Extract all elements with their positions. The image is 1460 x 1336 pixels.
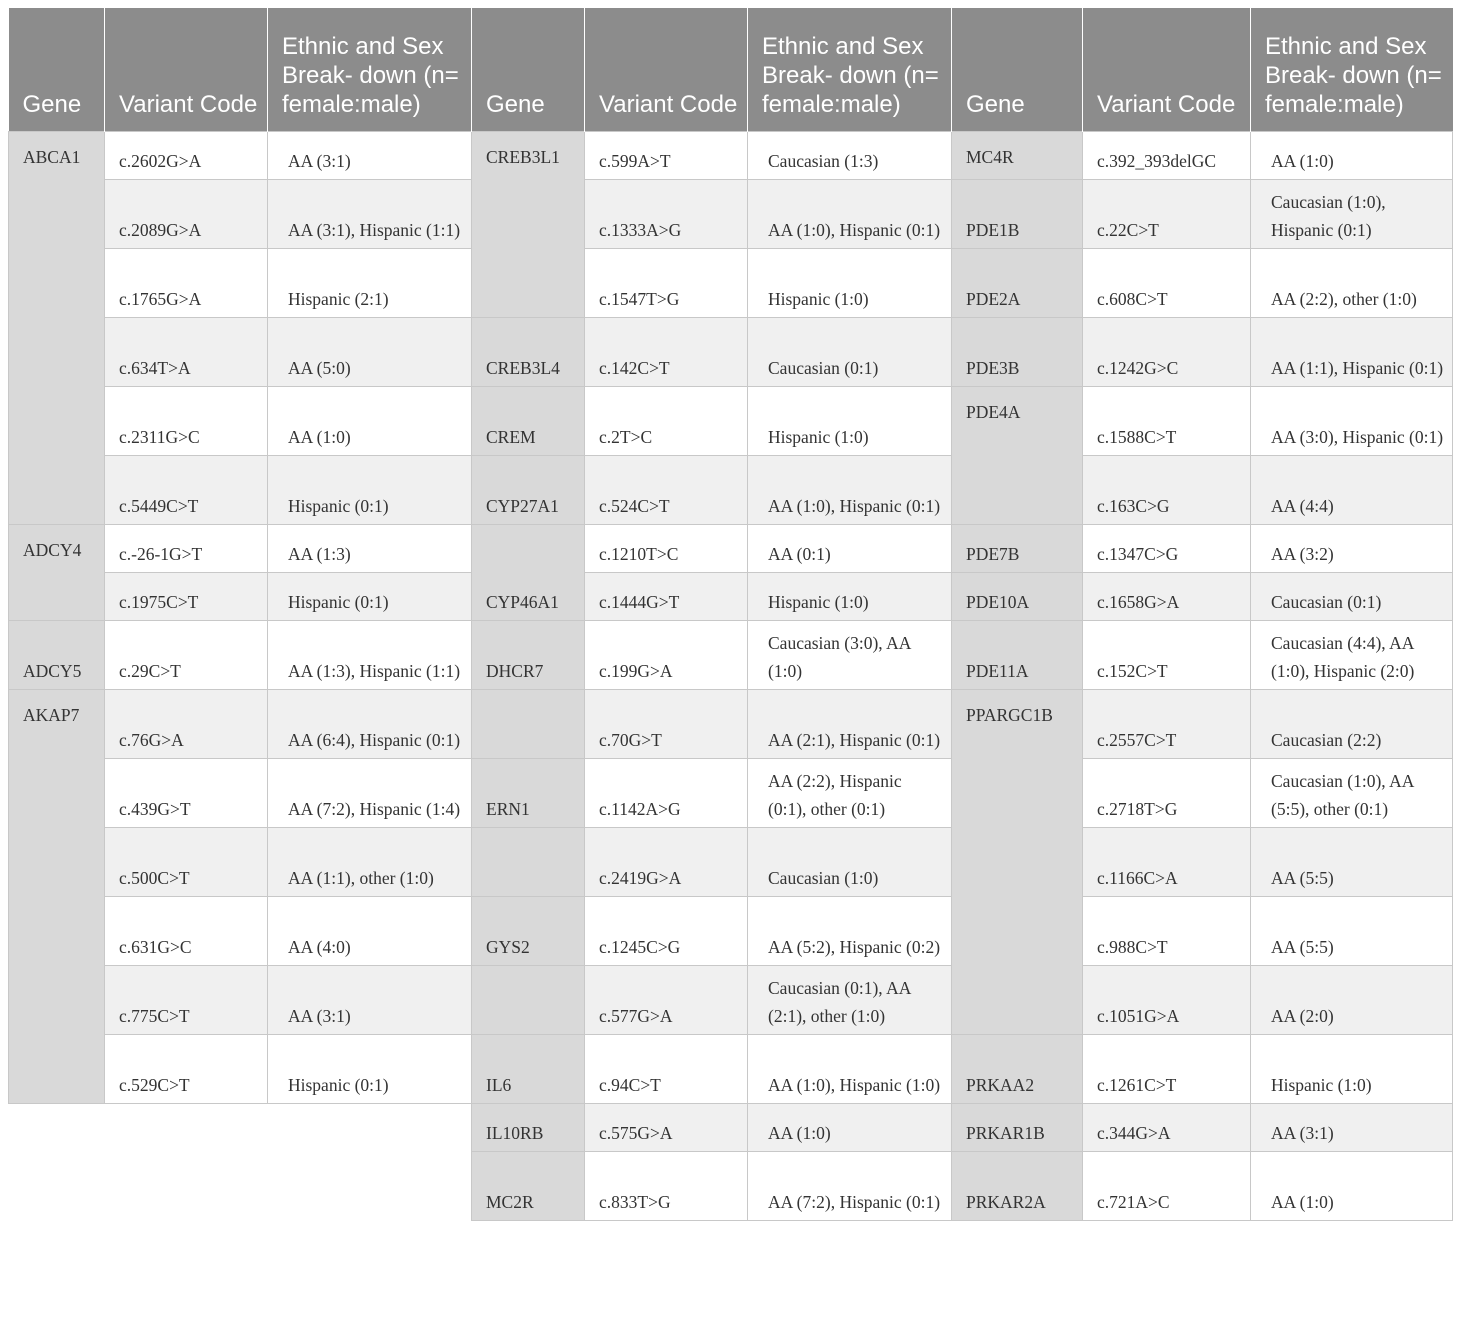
ethnic-cell: AA (3:0), Hispanic (0:1): [1251, 387, 1453, 456]
variant-cell: c.1166C>A: [1083, 828, 1251, 897]
ethnic-cell: Caucasian (0:1): [1251, 573, 1453, 621]
ethnic-cell: AA (5:5): [1251, 897, 1453, 966]
table-row: [9, 132, 1453, 180]
variant-cell: c.2089G>A: [105, 180, 268, 249]
ethnic-cell: Caucasian (1:0), AA (5:5), other (0:1): [1251, 759, 1453, 828]
variant-table: [8, 8, 1453, 1221]
empty-cell: [9, 1104, 472, 1221]
ethnic-cell: Caucasian (0:1), AA (2:1), other (1:0): [748, 966, 952, 1035]
variant-cell: c.529C>T: [105, 1035, 268, 1104]
gene-cell: ERN1: [472, 759, 585, 828]
variant-cell: c.721A>C: [1083, 1152, 1251, 1221]
ethnic-cell: Caucasian (4:4), AA (1:0), Hispanic (2:0): [1251, 621, 1453, 690]
ethnic-cell: AA (2:2), Hispanic (0:1), other (0:1): [748, 759, 952, 828]
table-row: [9, 387, 1453, 456]
variant-cell: c.2718T>G: [1083, 759, 1251, 828]
ethnic-cell: AA (7:2), Hispanic (1:4): [268, 759, 472, 828]
gene-cell: [472, 690, 585, 759]
table-row: [9, 759, 1453, 828]
table-row: [9, 456, 1453, 525]
variant-cell: c.634T>A: [105, 318, 268, 387]
variant-cell: c.500C>T: [105, 828, 268, 897]
table-row: [9, 180, 1453, 249]
gene-cell: PRKAR1B: [952, 1104, 1083, 1152]
variant-cell: c.142C>T: [585, 318, 748, 387]
variant-cell: c.163C>G: [1083, 456, 1251, 525]
variant-cell: c.-26-1G>T: [105, 525, 268, 573]
variant-cell: c.70G>T: [585, 690, 748, 759]
gene-cell: ADCY4: [9, 525, 105, 621]
ethnic-cell: Caucasian (1:0): [748, 828, 952, 897]
table-row: [9, 690, 1453, 759]
ethnic-cell: AA (1:0): [748, 1104, 952, 1152]
variant-cell: c.199G>A: [585, 621, 748, 690]
variant-cell: c.2311G>C: [105, 387, 268, 456]
variant-cell: c.599A>T: [585, 132, 748, 180]
gene-cell: CREB3L4: [472, 318, 585, 387]
gene-cell: IL6: [472, 1035, 585, 1104]
variant-cell: c.29C>T: [105, 621, 268, 690]
gene-cell: PDE1B: [952, 180, 1083, 249]
ethnic-cell: Caucasian (0:1): [748, 318, 952, 387]
variant-cell: c.2557C>T: [1083, 690, 1251, 759]
variant-cell: c.76G>A: [105, 690, 268, 759]
variant-cell: c.775C>T: [105, 966, 268, 1035]
ethnic-cell: Hispanic (1:0): [1251, 1035, 1453, 1104]
ethnic-cell: Hispanic (1:0): [748, 573, 952, 621]
ethnic-cell: AA (1:3), Hispanic (1:1): [268, 621, 472, 690]
variant-cell: c.392_393delGC: [1083, 132, 1251, 180]
variant-cell: c.631G>C: [105, 897, 268, 966]
ethnic-cell: Hispanic (1:0): [748, 387, 952, 456]
gene-cell: PPARGC1B: [952, 690, 1083, 1035]
variant-cell: c.608C>T: [1083, 249, 1251, 318]
ethnic-cell: AA (5:2), Hispanic (0:2): [748, 897, 952, 966]
ethnic-cell: Caucasian (1:3): [748, 132, 952, 180]
variant-cell: c.1658G>A: [1083, 573, 1251, 621]
ethnic-cell: Hispanic (0:1): [268, 1035, 472, 1104]
gene-cell: ADCY5: [9, 621, 105, 690]
header-variant-code: Variant Code: [105, 8, 268, 132]
ethnic-cell: AA (7:2), Hispanic (0:1): [748, 1152, 952, 1221]
variant-cell: c.575G>A: [585, 1104, 748, 1152]
table-row: [9, 249, 1453, 318]
gene-cell: ABCA1: [9, 132, 105, 525]
ethnic-cell: AA (3:1), Hispanic (1:1): [268, 180, 472, 249]
header-variant-code: Variant Code: [585, 8, 748, 132]
ethnic-cell: AA (1:1), other (1:0): [268, 828, 472, 897]
gene-cell: PDE3B: [952, 318, 1083, 387]
ethnic-cell: Hispanic (0:1): [268, 456, 472, 525]
gene-cell: AKAP7: [9, 690, 105, 1104]
gene-cell: PDE7B: [952, 525, 1083, 573]
variant-cell: c.94C>T: [585, 1035, 748, 1104]
gene-cell: PDE4A: [952, 387, 1083, 525]
table-row: [9, 573, 1453, 621]
gene-cell: PRKAA2: [952, 1035, 1083, 1104]
variant-cell: c.344G>A: [1083, 1104, 1251, 1152]
gene-cell: PRKAR2A: [952, 1152, 1083, 1221]
ethnic-cell: Hispanic (1:0): [748, 249, 952, 318]
table-row: [9, 897, 1453, 966]
table-row: [9, 828, 1453, 897]
header-ethnic-sex: Ethnic and Sex Break- down (n= female:male): [748, 8, 952, 132]
ethnic-cell: AA (1:1), Hispanic (0:1): [1251, 318, 1453, 387]
table-row: [9, 621, 1453, 690]
gene-cell: PDE2A: [952, 249, 1083, 318]
gene-cell: CREM: [472, 387, 585, 456]
variant-cell: c.1765G>A: [105, 249, 268, 318]
ethnic-cell: AA (1:0): [268, 387, 472, 456]
gene-cell: PDE10A: [952, 573, 1083, 621]
ethnic-cell: AA (4:0): [268, 897, 472, 966]
variant-cell: c.988C>T: [1083, 897, 1251, 966]
ethnic-cell: Caucasian (3:0), AA (1:0): [748, 621, 952, 690]
ethnic-cell: AA (2:0): [1251, 966, 1453, 1035]
variant-cell: c.1347C>G: [1083, 525, 1251, 573]
variant-cell: c.2419G>A: [585, 828, 748, 897]
table-row: [9, 525, 1453, 573]
ethnic-cell: AA (3:2): [1251, 525, 1453, 573]
variant-cell: c.1588C>T: [1083, 387, 1251, 456]
gene-cell: [472, 828, 585, 897]
variant-cell: c.2602G>A: [105, 132, 268, 180]
ethnic-cell: AA (2:1), Hispanic (0:1): [748, 690, 952, 759]
variant-cell: c.1051G>A: [1083, 966, 1251, 1035]
table-row: [9, 1104, 1453, 1152]
table-row: [9, 1035, 1453, 1104]
gene-cell: GYS2: [472, 897, 585, 966]
gene-cell: MC2R: [472, 1152, 585, 1221]
ethnic-cell: AA (1:0): [1251, 132, 1453, 180]
variant-cell: c.1333A>G: [585, 180, 748, 249]
header-ethnic-sex: Ethnic and Sex Break- down (n= female:male): [268, 8, 472, 132]
header-gene: Gene: [9, 8, 105, 132]
variant-cell: c.1142A>G: [585, 759, 748, 828]
ethnic-cell: AA (1:3): [268, 525, 472, 573]
ethnic-cell: AA (3:1): [268, 132, 472, 180]
variant-cell: c.1547T>G: [585, 249, 748, 318]
ethnic-cell: AA (6:4), Hispanic (0:1): [268, 690, 472, 759]
variant-cell: c.1210T>C: [585, 525, 748, 573]
ethnic-cell: AA (1:0), Hispanic (0:1): [748, 180, 952, 249]
ethnic-cell: AA (5:0): [268, 318, 472, 387]
header-gene: Gene: [952, 8, 1083, 132]
gene-cell: [472, 966, 585, 1035]
ethnic-cell: AA (0:1): [748, 525, 952, 573]
ethnic-cell: Hispanic (2:1): [268, 249, 472, 318]
header-row: [9, 8, 1453, 132]
header-variant-code: Variant Code: [1083, 8, 1251, 132]
ethnic-cell: AA (1:0): [1251, 1152, 1453, 1221]
ethnic-cell: AA (2:2), other (1:0): [1251, 249, 1453, 318]
gene-cell: CYP46A1: [472, 525, 585, 621]
variant-cell: c.1242G>C: [1083, 318, 1251, 387]
ethnic-cell: AA (1:0), Hispanic (1:0): [748, 1035, 952, 1104]
variant-cell: c.833T>G: [585, 1152, 748, 1221]
header-gene: Gene: [472, 8, 585, 132]
gene-cell: IL10RB: [472, 1104, 585, 1152]
gene-cell: CREB3L1: [472, 132, 585, 318]
variant-cell: c.524C>T: [585, 456, 748, 525]
variant-cell: c.22C>T: [1083, 180, 1251, 249]
gene-cell: DHCR7: [472, 621, 585, 690]
variant-cell: c.2T>C: [585, 387, 748, 456]
ethnic-cell: AA (4:4): [1251, 456, 1453, 525]
variant-cell: c.439G>T: [105, 759, 268, 828]
gene-cell: CYP27A1: [472, 456, 585, 525]
gene-cell: PDE11A: [952, 621, 1083, 690]
variant-cell: c.5449C>T: [105, 456, 268, 525]
variant-cell: c.1245C>G: [585, 897, 748, 966]
variant-cell: c.577G>A: [585, 966, 748, 1035]
table-row: [9, 318, 1453, 387]
variant-cell: c.1444G>T: [585, 573, 748, 621]
ethnic-cell: Caucasian (1:0), Hispanic (0:1): [1251, 180, 1453, 249]
variant-cell: c.152C>T: [1083, 621, 1251, 690]
table-row: [9, 966, 1453, 1035]
ethnic-cell: AA (5:5): [1251, 828, 1453, 897]
ethnic-cell: AA (3:1): [1251, 1104, 1453, 1152]
ethnic-cell: AA (3:1): [268, 966, 472, 1035]
ethnic-cell: AA (1:0), Hispanic (0:1): [748, 456, 952, 525]
variant-cell: c.1261C>T: [1083, 1035, 1251, 1104]
header-ethnic-sex: Ethnic and Sex Break- down (n= female:male): [1251, 8, 1453, 132]
ethnic-cell: Hispanic (0:1): [268, 573, 472, 621]
gene-cell: MC4R: [952, 132, 1083, 180]
ethnic-cell: Caucasian (2:2): [1251, 690, 1453, 759]
variant-cell: c.1975C>T: [105, 573, 268, 621]
